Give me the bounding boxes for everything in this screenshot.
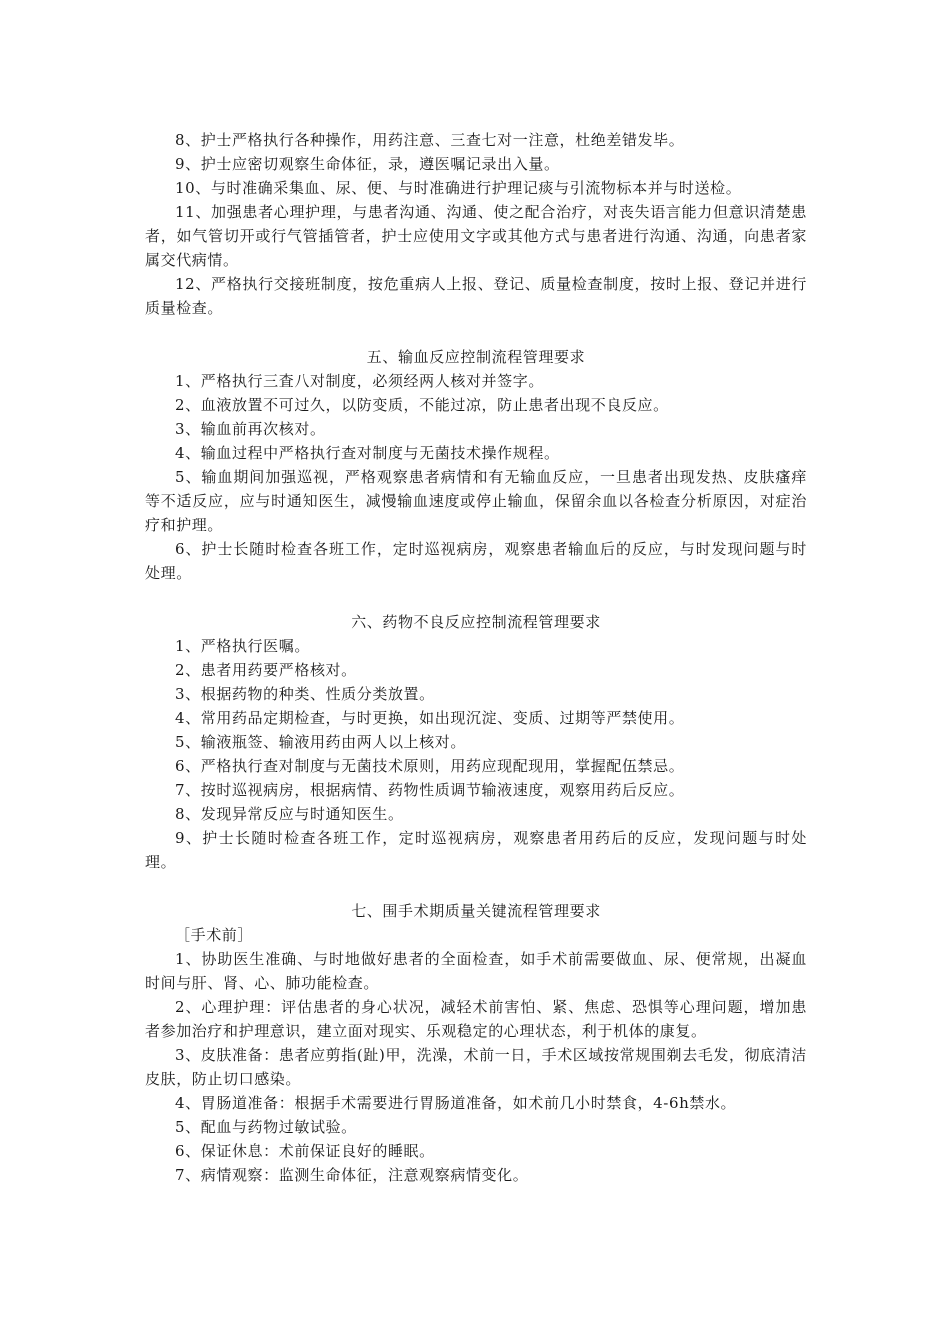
paragraph: 3、输血前再次核对。 [175, 420, 326, 438]
paragraph: 4、输血过程中严格执行查对制度与无菌技术操作规程。 [175, 444, 560, 462]
paragraph: 1、严格执行三査八对制度，必须经两人核对并签字。 [175, 372, 544, 390]
paragraph: 12、严格执行交接班制度，按危重病人上报、登记、质量检查制度，按时上报、登记并进行质量检查。 [145, 275, 807, 317]
paragraph: 3、皮肤准备：患者应剪指(趾)甲，洗澡，术前一日，手术区域按常规围剃去毛发，彻底清洁皮肤，防止切口感染。 [145, 1046, 807, 1088]
paragraph: 3、根据药物的种类、性质分类放置。 [175, 685, 435, 703]
paragraph: 10、与时准确采集血、尿、便、与时准确进行护理记痰与引流物标本并与时送检。 [175, 179, 742, 197]
section-heading: 七、围手术期质量关键流程管理要求 [351, 902, 601, 920]
section-heading: 五、输血反应控制流程管理要求 [366, 348, 586, 366]
paragraph: 5、输血期间加强巡视，严格观察患者病情和有无输血反应，一旦患者出现发热、皮肤瘙痒等不适反应，应与时通知医生，减慢输血速度或停止输血，保留余血以各检查分析原因，对症治疗和护理。 [145, 468, 807, 534]
paragraph: 9、护士长随时检查各班工作，定时巡视病房，观察患者用药后的反应，发现问题与时处理。 [145, 829, 807, 871]
paragraph: 2、患者用药要严格核对。 [175, 661, 357, 679]
paragraph: 7、病情观察：监测生命体征，注意观察病情变化。 [175, 1166, 529, 1184]
paragraph: 11、加强患者心理护理，与患者沟通、沟通、使之配合治疗，对丧失语言能力但意识清楚患者，如气管切开或行气管插管者，护士应使用文字或其他方式与患者进行沟通、沟通，向患者家属交代病情。 [145, 203, 807, 269]
paragraph: 1、协助医生准确、与时地做好患者的全面检查，如手术前需要做血、尿、便常规，出凝血时间与肝、肾、心、肺功能检查。 [145, 950, 807, 992]
paragraph: 8、发现异常反应与时通知医生。 [175, 805, 404, 823]
paragraph: 2、心理护理：评估患者的身心状况，减轻术前害怕、紧、焦虑、恐惧等心理问题，增加患者参加治疗和护理意识，建立面对现实、乐观稳定的心理状态，利于机体的康复。 [145, 998, 807, 1040]
paragraph: 5、输液瓶签、输液用药由两人以上核对。 [175, 733, 466, 751]
paragraph: 4、常用药品定期检查，与时更换，如出现沉淀、变质、过期等严禁使用。 [175, 709, 685, 727]
section-heading: 六、药物不良反应控制流程管理要求 [351, 613, 601, 631]
paragraph: 6、严格执行查对制度与无菌技术原则，用药应现配现用，掌握配伍禁忌。 [175, 757, 685, 775]
paragraph: 6、保证休息：术前保证良好的睡眠。 [175, 1142, 435, 1160]
document-page [145, 128, 807, 1187]
paragraph: 2、血液放置不可过久，以防变质，不能过凉，防止患者出现不良反应。 [175, 396, 669, 414]
paragraph: 8、护士严格执行各种操作，用药注意、三查七对一注意，杜绝差错发毕。 [175, 131, 685, 149]
paragraph: 1、严格执行医嘱。 [175, 637, 310, 655]
paragraph: 5、配血与药物过敏试验。 [175, 1118, 357, 1136]
paragraph: 7、按时巡视病房，根据病情、药物性质调节输液速度，观察用药后反应。 [175, 781, 685, 799]
subsection-label: ［手术前］ [175, 926, 254, 944]
paragraph: 6、护士长随时检查各班工作，定时巡视病房，观察患者输血后的反应，与时发现问题与时处理。 [145, 540, 807, 582]
paragraph: 9、护士应密切观察生命体征，录，遵医嘱记录出入量。 [175, 155, 560, 173]
paragraph: 4、胃肠道准备：根据手术需要进行胃肠道准备，如术前几小时禁食，4-6h禁水。 [175, 1094, 737, 1112]
